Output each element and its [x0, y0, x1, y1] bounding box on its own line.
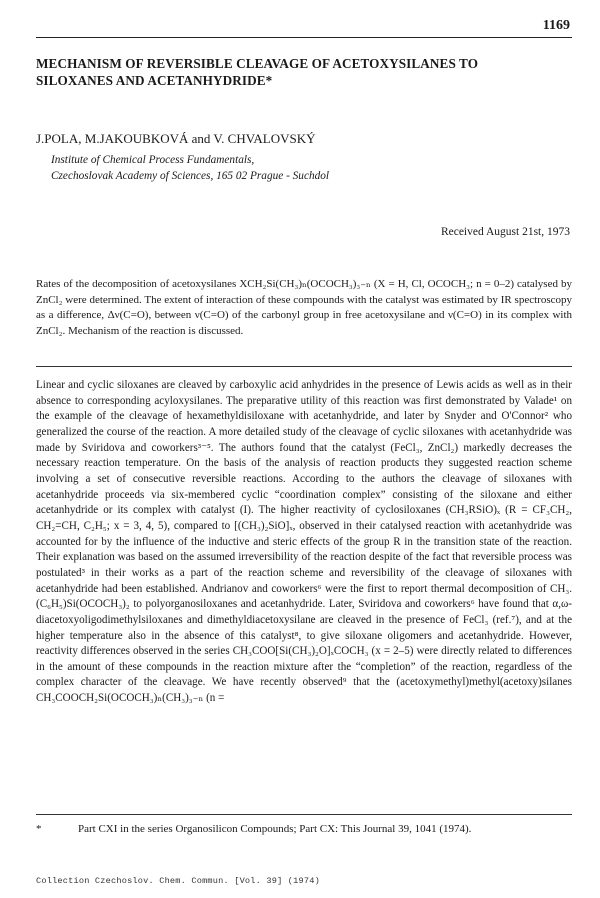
- abstract: Rates of the decomposition of acetoxysilanes XCH₂Si(CH₃)ₙ(OCOCH₃)₃₋ₙ (X = H, Cl, OCOCH₃; n = 0–2) catalysed by ZnCl₂ were determined. The extent of interaction of these compounds with the catalyst was estimated by IR spectroscopy as a difference, Δν(C=O), between ν(C=O) of the carbonyl group in free acetoxysilane and ν(C=O) in its complex with ZnCl₂. Mechanism of the reaction is discussed.: [36, 278, 572, 337]
- header-rule: [36, 37, 572, 38]
- footnote-mark: *: [36, 823, 42, 835]
- abstract-rule: [36, 366, 572, 367]
- footnote: [36, 823, 572, 835]
- affiliation-line: Czechoslovak Academy of Sciences, 165 02 Prague - Suchdol: [51, 170, 330, 182]
- footnote-rule: [36, 814, 572, 815]
- affiliation: [51, 152, 329, 184]
- body-text: Linear and cyclic siloxanes are cleaved by carboxylic acid anhydrides in the presence of Lewis acids as well as in their absence to corresponding acyloxysilanes. The preparative utility of this reaction was first demonstrated by Valade¹ on the example of the cleavage of hexamethyldisiloxane with acetanhydride, and later by Snyder and O'Connor² who generalized the course of the reaction. A more detailed study of the cleavage of cyclic siloxanes with acetanhydride was made by Sviridova and coworkers³⁻⁵. The authors found that the catalyst (FeCl₃, ZnCl₂) markedly decreases the necessary reaction temperature. On the basis of the analysis of reaction products they suggested reaction scheme involving a set of consecutive reversible reactions. According to the authors the cleavage of siloxanes with acetanhydride proceeds via six-membered cyclic “coordination complex” consisting of the siloxane and either acetanhydride or its complex with catalyst (I). The higher reactivity of cyclosiloxanes (CH₃RSiO)ₓ (R = CF₃CH₂, CH₂=CH, C₂H₅; x = 3, 4, 5), compared to [(CH₃)₂SiO]ₓ, observed in their catalysed reaction with acetanhydride was accounted for by the influence of the inductive and steric effects of the group R in the transition state of the reaction. Their explanation was based on the assumed irreversibility of the reaction despite of the fact that reversible process was postulated³ in their works as a part of the reaction scheme and reversibility of the cleavage of siloxanes with acetanhydride had been established. Andrianov and coworkers⁶ were the first to report thermal decomposition of CH₃.(C₆H₅)Si(OCOCH₃)₂ to polyorganosiloxanes and acetanhydride. Later, Sviridova and coworkers⁶ have found that α,ω-diacetoxyoligodimethylsiloxanes and dimethyldiacetoxysilane are cleaved in the presence of FeCl₃ (ref.⁷), and at the higher temperature also in the absence of this catalyst⁸, to give siloxane oligomers and acetanhydride. However, reactivity differences observed in the series CH₃COO[Si(CH₃)₂O]ₓCOCH₃ (x = 2–5) were directly related to differences in the amount of these compounds in the reaction mixture after the “completion” of the reaction, regardless of the complex character of the cleavage. We have recently observed⁹ that the (acetoxymethyl)methyl(acetoxy)silanes CH₃COOCH₂Si(OCOCH₃)ₙ(CH₃)₃₋ₙ (n =: [36, 379, 572, 705]
- page-number: 1169: [542, 18, 570, 33]
- received-date: Received August 21st, 1973: [440, 226, 570, 238]
- authors: J.POLA, M.JAKOUBKOVÁ and V. CHVALOVSKÝ: [36, 131, 316, 146]
- affiliation-line: Institute of Chemical Process Fundamentals,: [51, 154, 255, 166]
- footnote-text: Part CXI in the series Organosilicon Compounds; Part CX: This Journal 39, 1041 (1974).: [78, 823, 472, 835]
- article-title: MECHANISM OF REVERSIBLE CLEAVAGE OF ACETOXYSILANES TO SILOXANES AND ACETANHYDRIDE*: [36, 56, 479, 88]
- journal-citation: Collection Czechoslov. Chem. Commun. [Vol. 39] (1974): [36, 876, 320, 886]
